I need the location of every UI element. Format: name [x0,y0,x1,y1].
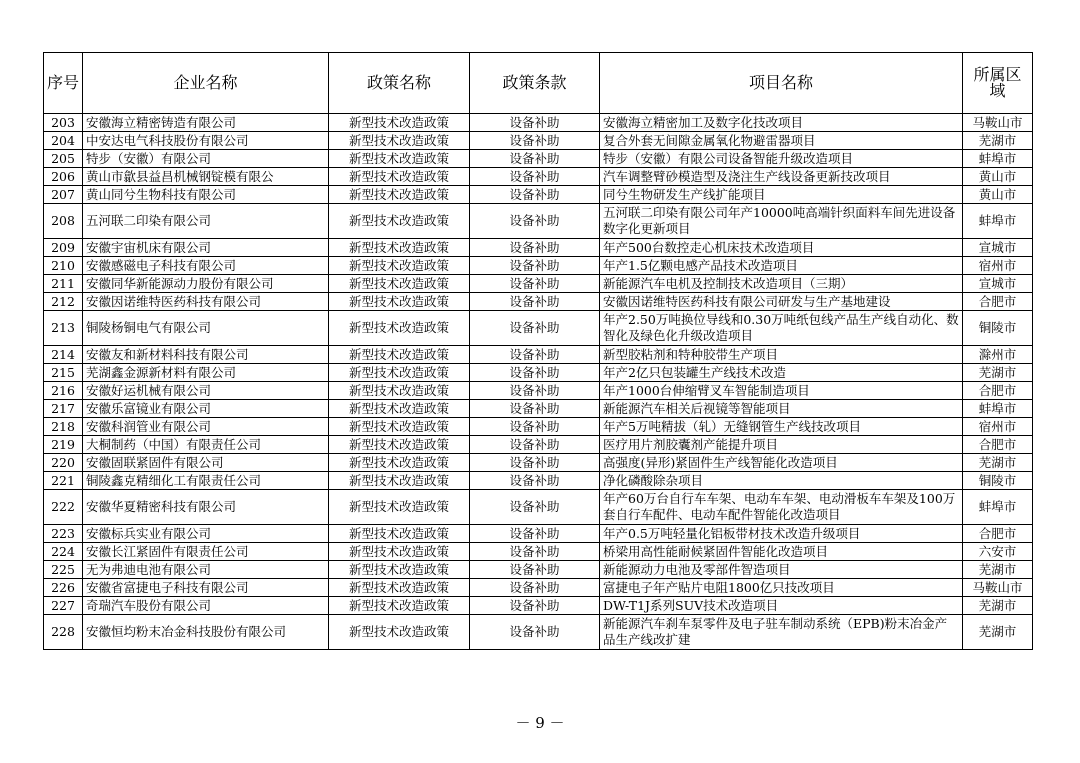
policy-name: 新型技术改造政策 [329,204,470,239]
project-name: 年产500台数控走心机床技术改造项目 [600,239,963,257]
row-number: 205 [44,150,83,168]
region-name: 马鞍山市 [963,114,1033,132]
policy-name: 新型技术改造政策 [329,525,470,543]
policy-clause: 设备补助 [470,204,600,239]
row-number: 221 [44,472,83,490]
project-name: 特步（安徽）有限公司设备智能升级改造项目 [600,150,963,168]
table-row [44,311,1033,346]
row-number: 223 [44,525,83,543]
company-name: 安徽华夏精密科技有限公司 [83,490,329,525]
policy-name: 新型技术改造政策 [329,168,470,186]
table-row [44,132,1033,150]
row-number: 210 [44,257,83,275]
policy-clause: 设备补助 [470,186,600,204]
project-name: 新能源汽车相关后视镜等智能项目 [600,400,963,418]
region-name: 六安市 [963,543,1033,561]
header-policy: 政策名称 [329,53,470,114]
project-name: 桥梁用高性能耐候紧固件智能化改造项目 [600,543,963,561]
policy-clause: 设备补助 [470,150,600,168]
policy-clause: 设备补助 [470,346,600,364]
row-number: 216 [44,382,83,400]
table-row [44,561,1033,579]
company-name: 安徽乐富镜业有限公司 [83,400,329,418]
row-number: 218 [44,418,83,436]
table-row [44,186,1033,204]
project-name: 净化磷酸除杂项目 [600,472,963,490]
company-name: 大桐制药（中国）有限责任公司 [83,436,329,454]
region-name: 芜湖市 [963,132,1033,150]
row-number: 215 [44,364,83,382]
policy-clause: 设备补助 [470,114,600,132]
policy-name: 新型技术改造政策 [329,436,470,454]
header-clause: 政策条款 [470,53,600,114]
table-row [44,597,1033,615]
policy-name: 新型技术改造政策 [329,132,470,150]
region-name: 合肥市 [963,436,1033,454]
policy-clause: 设备补助 [470,168,600,186]
row-number: 228 [44,615,83,650]
region-name: 合肥市 [963,525,1033,543]
row-number: 203 [44,114,83,132]
region-name: 蚌埠市 [963,150,1033,168]
policy-clause: 设备补助 [470,436,600,454]
table-row [44,382,1033,400]
region-name: 宣城市 [963,239,1033,257]
region-name: 芜湖市 [963,454,1033,472]
company-name: 奇瑞汽车股份有限公司 [83,597,329,615]
project-name: 汽车调整臂砂模造型及浇注生产线设备更新技改项目 [600,168,963,186]
region-name: 马鞍山市 [963,579,1033,597]
row-number: 213 [44,311,83,346]
policy-name: 新型技术改造政策 [329,275,470,293]
company-name: 安徽因诺维特医药科技有限公司 [83,293,329,311]
project-name: 五河联二印染有限公司年产10000吨高端针织面料车间先进设备数字化更新项目 [600,204,963,239]
company-name: 安徽标兵实业有限公司 [83,525,329,543]
company-name: 中安达电气科技股份有限公司 [83,132,329,150]
policy-clause: 设备补助 [470,257,600,275]
table-row [44,114,1033,132]
company-name: 安徽科润管业有限公司 [83,418,329,436]
row-number: 217 [44,400,83,418]
region-name: 合肥市 [963,382,1033,400]
row-number: 212 [44,293,83,311]
policy-clause: 设备补助 [470,293,600,311]
policy-name: 新型技术改造政策 [329,400,470,418]
policy-name: 新型技术改造政策 [329,364,470,382]
company-name: 无为弗迪电池有限公司 [83,561,329,579]
policy-clause: 设备补助 [470,543,600,561]
table-row [44,150,1033,168]
table-body [44,114,1033,650]
policy-clause: 设备补助 [470,275,600,293]
row-number: 227 [44,597,83,615]
policy-name: 新型技术改造政策 [329,239,470,257]
row-number: 222 [44,490,83,525]
table-row [44,543,1033,561]
policy-clause: 设备补助 [470,132,600,150]
project-name: 年产1000台伸缩臂叉车智能制造项目 [600,382,963,400]
table-row [44,293,1033,311]
project-name: 年产0.5万吨轻量化铝板带材技术改造升级项目 [600,525,963,543]
table-row [44,472,1033,490]
region-name: 蚌埠市 [963,490,1033,525]
company-name: 黄山市歙县益昌机械钢锭模有限公 [83,168,329,186]
region-name: 滁州市 [963,346,1033,364]
policy-clause: 设备补助 [470,490,600,525]
project-name: 富捷电子年产贴片电阻1800亿只技改项目 [600,579,963,597]
policy-name: 新型技术改造政策 [329,561,470,579]
policy-clause: 设备补助 [470,525,600,543]
project-name: 安徽海立精密加工及数字化技改项目 [600,114,963,132]
company-name: 安徽好运机械有限公司 [83,382,329,400]
policy-clause: 设备补助 [470,472,600,490]
company-name: 安徽海立精密铸造有限公司 [83,114,329,132]
policy-name: 新型技术改造政策 [329,418,470,436]
project-name: 医疗用片剂胶囊剂产能提升项目 [600,436,963,454]
table-row [44,525,1033,543]
policy-name: 新型技术改造政策 [329,454,470,472]
region-name: 黄山市 [963,168,1033,186]
table-row [44,490,1033,525]
header-no: 序号 [44,53,83,114]
company-name: 铜陵杨铜电气有限公司 [83,311,329,346]
project-name: 新型胶粘剂和特种胶带生产项目 [600,346,963,364]
region-name: 芜湖市 [963,615,1033,650]
region-name: 芜湖市 [963,561,1033,579]
table-row [44,436,1033,454]
table-row [44,204,1033,239]
header-region: 所属区域 [963,53,1033,114]
project-name: 复合外套无间隙金属氧化物避雷器项目 [600,132,963,150]
table-row [44,615,1033,650]
region-name: 合肥市 [963,293,1033,311]
project-table [43,52,1033,650]
company-name: 安徽友和新材料科技有限公司 [83,346,329,364]
row-number: 211 [44,275,83,293]
company-name: 安徽感磁电子科技有限公司 [83,257,329,275]
company-name: 安徽宇宙机床有限公司 [83,239,329,257]
company-name: 安徽长江紧固件有限责任公司 [83,543,329,561]
region-name: 芜湖市 [963,364,1033,382]
region-name: 宣城市 [963,275,1033,293]
policy-clause: 设备补助 [470,418,600,436]
policy-clause: 设备补助 [470,561,600,579]
region-name: 黄山市 [963,186,1033,204]
project-name: 年产2亿只包装罐生产线技术改造 [600,364,963,382]
policy-clause: 设备补助 [470,364,600,382]
policy-clause: 设备补助 [470,400,600,418]
policy-name: 新型技术改造政策 [329,615,470,650]
table-header-row [44,53,1033,114]
project-name: 年产5万吨精拔（轧）无缝钢管生产线技改项目 [600,418,963,436]
policy-clause: 设备补助 [470,615,600,650]
company-name: 铜陵鑫克精细化工有限责任公司 [83,472,329,490]
project-name: 高强度(异形)紧固件生产线智能化改造项目 [600,454,963,472]
row-number: 208 [44,204,83,239]
company-name: 芜湖鑫金源新材料有限公司 [83,364,329,382]
row-number: 225 [44,561,83,579]
header-project: 项目名称 [600,53,963,114]
project-name: 年产1.5亿颗电感产品技术改造项目 [600,257,963,275]
company-name: 安徽固联紧固件有限公司 [83,454,329,472]
table-row [44,454,1033,472]
region-name: 芜湖市 [963,597,1033,615]
company-name: 安徽同华新能源动力股份有限公司 [83,275,329,293]
row-number: 209 [44,239,83,257]
region-name: 蚌埠市 [963,400,1033,418]
policy-clause: 设备补助 [470,239,600,257]
table-row [44,418,1033,436]
table-row [44,168,1033,186]
project-name: 新能源动力电池及零部件智造项目 [600,561,963,579]
policy-name: 新型技术改造政策 [329,257,470,275]
project-name: 年产2.50万吨换位导线和0.30万吨纸包线产品生产线自动化、数智化及绿色化升级改造项目 [600,311,963,346]
region-name: 宿州市 [963,418,1033,436]
policy-clause: 设备补助 [470,454,600,472]
company-name: 黄山同兮生物科技有限公司 [83,186,329,204]
region-name: 宿州市 [963,257,1033,275]
policy-clause: 设备补助 [470,579,600,597]
page-number: － 9 － [515,714,565,732]
header-company: 企业名称 [83,53,329,114]
table-row [44,257,1033,275]
region-name: 铜陵市 [963,472,1033,490]
table-row [44,400,1033,418]
row-number: 219 [44,436,83,454]
table-row [44,239,1033,257]
policy-name: 新型技术改造政策 [329,543,470,561]
company-name: 五河联二印染有限公司 [83,204,329,239]
company-name: 安徽省富捷电子科技有限公司 [83,579,329,597]
project-name: 年产60万台自行车车架、电动车车架、电动滑板车车架及100万套自行车配件、电动车配件智能化改造项目 [600,490,963,525]
project-name: 新能源汽车电机及控制技术改造项目（三期） [600,275,963,293]
policy-name: 新型技术改造政策 [329,382,470,400]
row-number: 207 [44,186,83,204]
policy-name: 新型技术改造政策 [329,579,470,597]
policy-clause: 设备补助 [470,597,600,615]
table-row [44,346,1033,364]
policy-name: 新型技术改造政策 [329,186,470,204]
policy-name: 新型技术改造政策 [329,490,470,525]
policy-name: 新型技术改造政策 [329,472,470,490]
project-name: DW-T1J系列SUV技术改造项目 [600,597,963,615]
policy-name: 新型技术改造政策 [329,311,470,346]
policy-clause: 设备补助 [470,382,600,400]
project-name: 新能源汽车刹车泵零件及电子驻车制动系统（EPB)粉末冶金产品生产线改扩建 [600,615,963,650]
table-row [44,364,1033,382]
company-name: 安徽恒均粉末冶金科技股份有限公司 [83,615,329,650]
table-row [44,579,1033,597]
region-name: 蚌埠市 [963,204,1033,239]
row-number: 226 [44,579,83,597]
row-number: 224 [44,543,83,561]
row-number: 214 [44,346,83,364]
policy-clause: 设备补助 [470,311,600,346]
region-name: 铜陵市 [963,311,1033,346]
policy-name: 新型技术改造政策 [329,114,470,132]
row-number: 206 [44,168,83,186]
policy-name: 新型技术改造政策 [329,346,470,364]
company-name: 特步（安徽）有限公司 [83,150,329,168]
policy-name: 新型技术改造政策 [329,597,470,615]
row-number: 220 [44,454,83,472]
policy-name: 新型技术改造政策 [329,150,470,168]
row-number: 204 [44,132,83,150]
table-row [44,275,1033,293]
policy-name: 新型技术改造政策 [329,293,470,311]
project-name: 同兮生物研发生产线扩能项目 [600,186,963,204]
project-name: 安徽因诺维特医药科技有限公司研发与生产基地建设 [600,293,963,311]
